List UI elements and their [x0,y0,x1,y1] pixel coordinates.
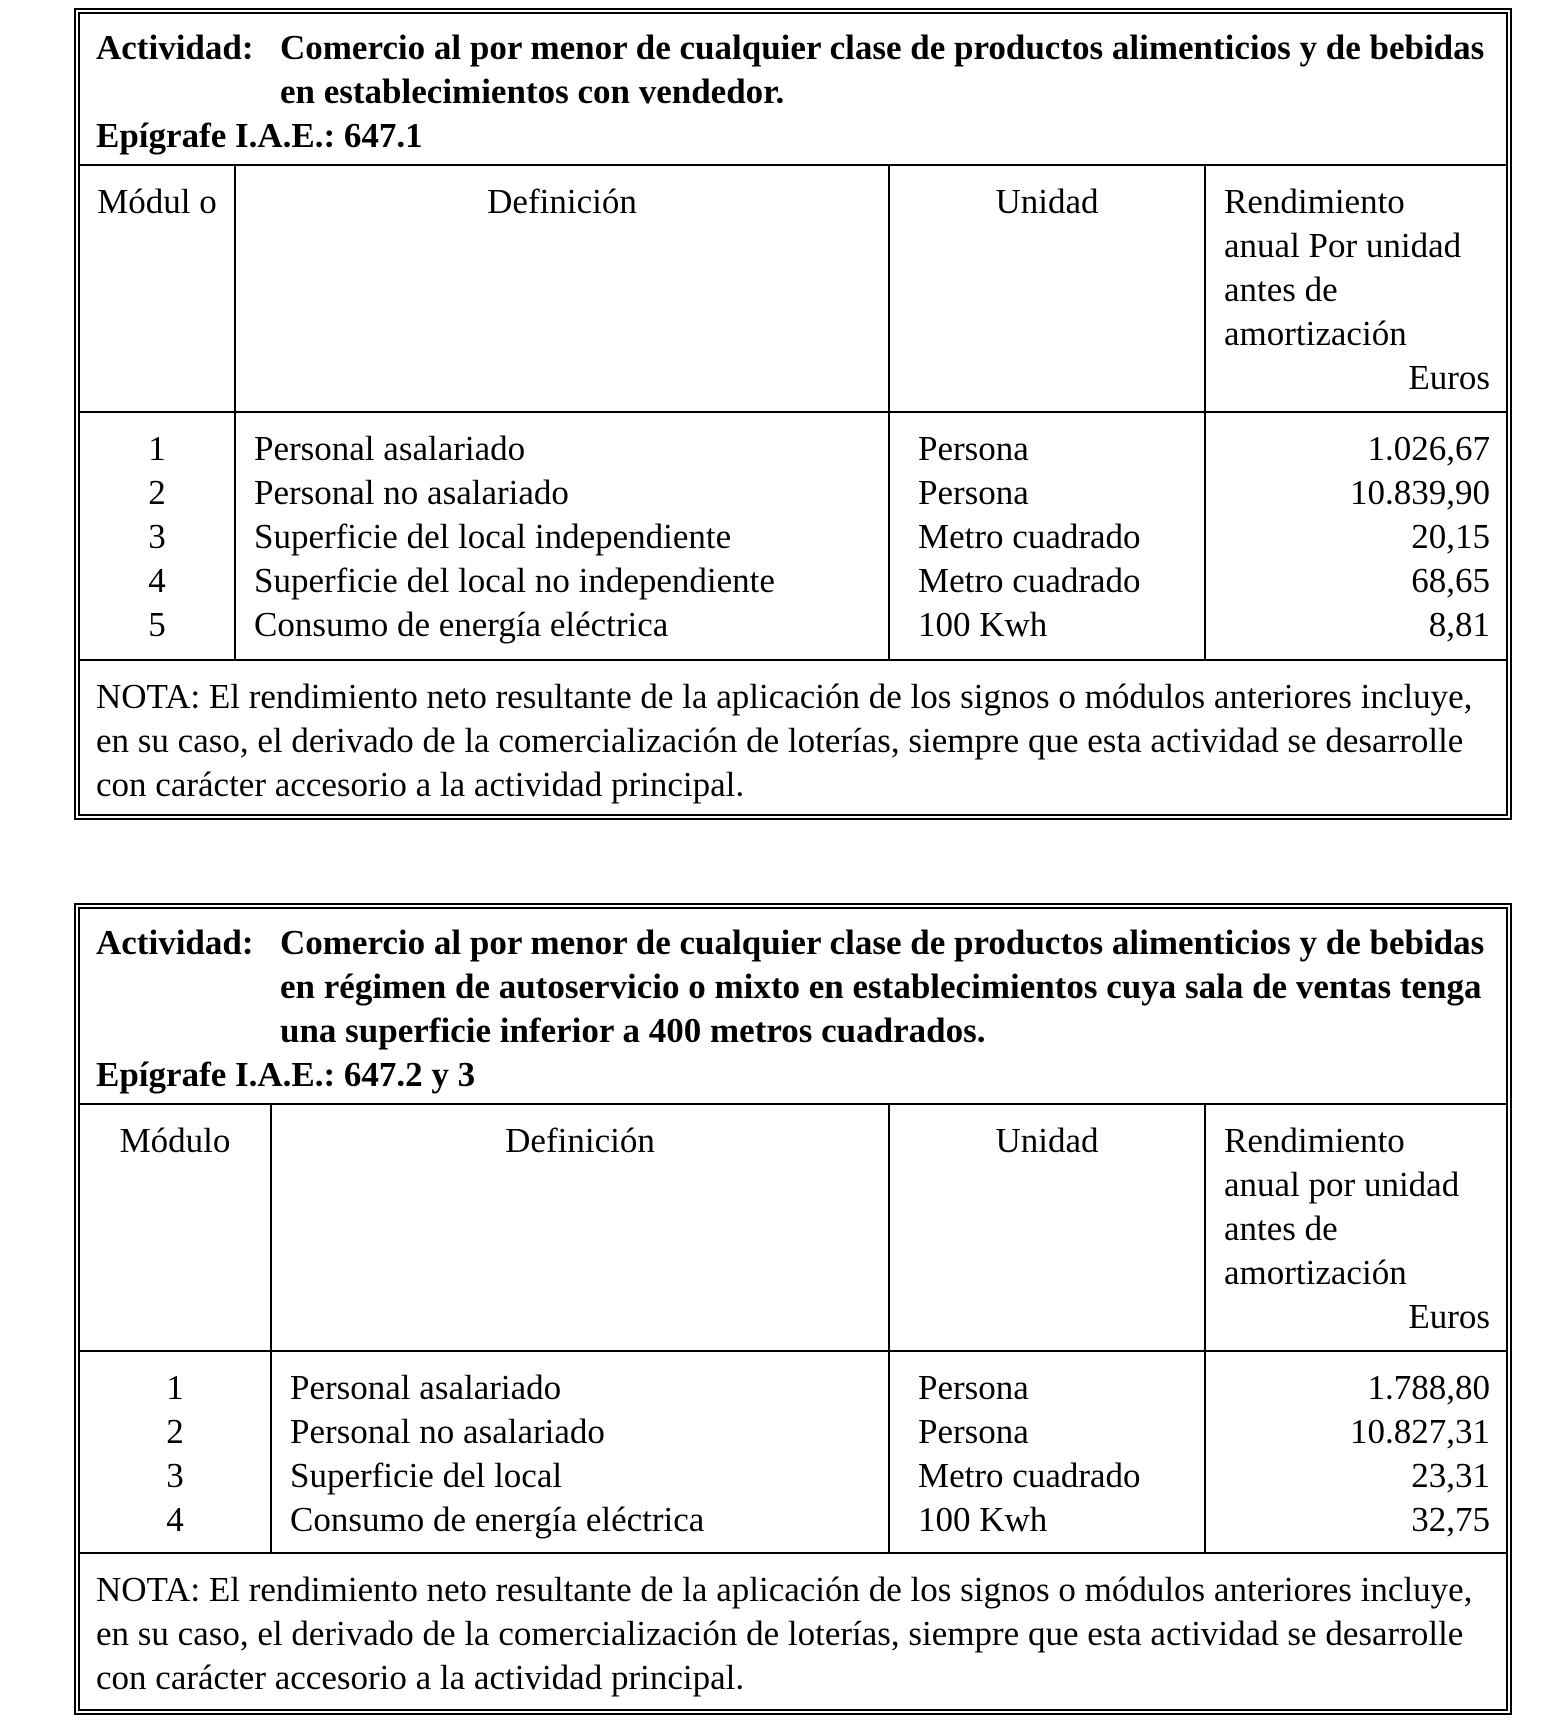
header-euros: Euros [1408,1297,1490,1336]
col-definicion [234,413,888,659]
note-text: NOTA: El rendimiento neto resultante de la aplicación de los signos o módulos anteriores incluye, en su caso, el derivado de la comercialización de loterías, siempre que esta actividad se desarrolle con carácter accesorio a la actividad principal. [96,1570,1473,1697]
table-header [80,14,1506,166]
row-num: 1 [166,1368,184,1407]
epigrafe: Epígrafe I.A.E.: 647.1 [96,116,423,155]
row-valor: 10.839,90 [1350,473,1490,512]
header-rendimiento-text: Rendimiento anual por unidad antes de amortización [1224,1121,1460,1292]
row-definicion: Personal no asalariado [254,473,569,512]
header-rendimiento [1204,1105,1506,1350]
row-num: 2 [148,473,166,512]
row-definicion: Consumo de energía eléctrica [290,1500,705,1539]
header-modulo [80,166,234,411]
col-modulo [80,1352,270,1552]
row-unidad: 100 Kwh [918,605,1048,644]
row-num: 4 [166,1500,184,1539]
row-unidad: Metro cuadrado [918,517,1141,556]
row-valor: 20,15 [1411,517,1490,556]
column-header-row [80,1105,1506,1352]
row-definicion: Personal no asalariado [290,1412,605,1451]
col-modulo [80,413,234,659]
header-modulo: Módulo [119,1121,231,1160]
row-valor: 32,75 [1411,1500,1490,1539]
row-valor: 8,81 [1428,605,1490,644]
col-rendimiento [1204,413,1506,659]
row-valor: 68,65 [1411,561,1490,600]
col-definicion [270,1352,888,1552]
header-modulo-text: Módul o [97,182,217,221]
header-unidad: Unidad [888,1105,1204,1350]
epigrafe: Epígrafe I.A.E.: 647.2 y 3 [96,1055,476,1094]
row-definicion: Consumo de energía eléctrica [254,605,669,644]
row-num: 3 [148,517,166,556]
row-unidad: Persona [918,1368,1029,1407]
header-definicion: Definición [270,1105,888,1350]
col-unidad [888,413,1204,659]
row-unidad: Metro cuadrado [918,561,1141,600]
activity-label: Actividad: [96,923,254,962]
activity-row [96,26,1490,114]
data-rows [80,413,1506,661]
row-valor: 23,31 [1411,1456,1490,1495]
row-valor: 10.827,31 [1350,1412,1490,1451]
row-unidad: Persona [918,429,1029,468]
row-definicion: Personal asalariado [254,429,526,468]
data-rows [80,1352,1506,1554]
row-unidad: 100 Kwh [918,1500,1048,1539]
header-euros: Euros [1408,358,1490,397]
row-num: 4 [148,561,166,600]
row-valor: 1.788,80 [1367,1368,1490,1407]
activity-text: Comercio al por menor de cualquier clase de productos alimenticios y de bebidas en establecimientos con vendedor. [280,28,1485,111]
header-rendimiento-text: Rendimiento anual Por unidad antes de amortización [1224,182,1462,353]
row-num: 1 [148,429,166,468]
activity-label: Actividad: [96,28,254,67]
row-num: 5 [148,605,166,644]
module-table-647-1 [74,8,1512,820]
table-header [80,909,1506,1105]
row-unidad: Metro cuadrado [918,1456,1141,1495]
col-rendimiento [1204,1352,1506,1552]
header-rendimiento [1204,166,1506,411]
activity-text: Comercio al por menor de cualquier clase de productos alimenticios y de bebidas en régimen de autoservicio o mixto en establecimientos cuya sala de ventas tenga una superficie inferior a 400 metros cuadrados. [280,923,1485,1050]
row-num: 2 [166,1412,184,1451]
row-definicion: Superficie del local [290,1456,563,1495]
row-unidad: Persona [918,473,1029,512]
row-valor: 1.026,67 [1367,429,1490,468]
row-definicion: Personal asalariado [290,1368,562,1407]
note-text: NOTA: El rendimiento neto resultante de la aplicación de los signos o módulos anteriores incluye, en su caso, el derivado de la comercialización de loterías, siempre que esta actividad se desarrolle con carácter accesorio a la actividad principal. [96,677,1473,804]
col-unidad [888,1352,1204,1552]
module-table-647-2-3 [74,903,1512,1715]
header-unidad: Unidad [888,166,1204,411]
header-definicion: Definición [234,166,888,411]
column-header-row [80,166,1506,413]
row-num: 3 [166,1456,184,1495]
row-unidad: Persona [918,1412,1029,1451]
row-definicion: Superficie del local independiente [254,517,732,556]
activity-row [96,921,1490,1053]
row-definicion: Superficie del local no independiente [254,561,775,600]
